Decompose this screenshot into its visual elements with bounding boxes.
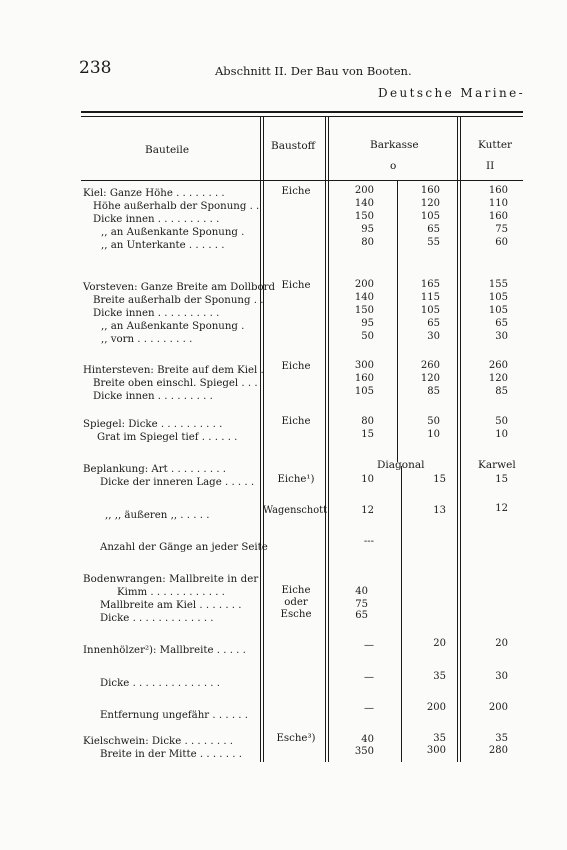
value-cell: 140: [354, 292, 374, 303]
row-label: ,, an Außenkante Sponung .: [101, 227, 245, 238]
value-cell: —: [364, 703, 374, 714]
value-cell: 95: [361, 318, 374, 329]
value-cell: 30: [427, 331, 440, 342]
value-cell: 160: [488, 211, 508, 222]
value-cell: 65: [355, 610, 368, 621]
value-cell: 150: [354, 211, 374, 222]
page-number: 238: [79, 58, 112, 78]
value-cell: 35: [433, 733, 446, 744]
row-label: Hintersteven: Breite auf dem Kiel .: [83, 365, 264, 376]
value-cell: 80: [361, 416, 374, 427]
value-cell: 105: [488, 305, 508, 316]
value-cell: 105: [354, 386, 374, 397]
planking-type-barkasse: Diagonal: [377, 459, 425, 471]
value-cell: 120: [420, 198, 440, 209]
value-cell: 60: [495, 237, 508, 248]
value-cell: —: [364, 672, 374, 683]
row-label: ,, an Außenkante Sponung .: [101, 321, 245, 332]
material-cell: oder: [284, 597, 308, 608]
value-cell: 105: [420, 211, 440, 222]
row-label: Breite oben einschl. Spiegel . . .: [93, 378, 258, 389]
value-cell: 12: [495, 503, 508, 514]
value-cell: 115: [420, 292, 440, 303]
value-cell: —: [364, 640, 374, 651]
value-cell: 10: [361, 474, 374, 485]
value-cell: 13: [433, 505, 446, 516]
column-rule: [328, 116, 329, 762]
value-cell: 140: [354, 198, 374, 209]
row-label: Dicke . . . . . . . . . . . . .: [100, 613, 214, 624]
value-cell: 65: [427, 318, 440, 329]
value-cell: 280: [488, 745, 508, 756]
material-cell: Esche: [280, 609, 312, 620]
value-cell: 120: [488, 373, 508, 384]
header-baustoff: Baustoff: [271, 140, 316, 152]
value-cell: 260: [488, 360, 508, 371]
column-rule: [260, 116, 261, 762]
section-subtitle: Deutsche Marine-: [378, 86, 526, 100]
value-cell: 350: [354, 746, 374, 757]
value-cell: 85: [427, 386, 440, 397]
value-cell: 200: [354, 279, 374, 290]
value-cell: 50: [495, 416, 508, 427]
row-label: ,, an Unterkante . . . . . .: [101, 240, 225, 251]
value-cell: 80: [361, 237, 374, 248]
row-label: Anzahl der Gänge an jeder Seite: [100, 542, 268, 553]
row-label: Dicke der inneren Lage . . . . .: [100, 477, 255, 488]
header-kutter: Kutter: [478, 139, 513, 151]
value-cell: 15: [361, 429, 374, 440]
value-cell: 105: [488, 292, 508, 303]
value-cell: 200: [426, 702, 446, 713]
value-cell: 35: [433, 671, 446, 682]
value-cell: 15: [495, 474, 508, 485]
value-cell: 300: [426, 745, 446, 756]
row-label: Bodenwrangen: Mallbreite in der: [83, 574, 259, 585]
column-rule: [460, 116, 461, 762]
material-cell: Wagenschott: [262, 505, 328, 516]
row-label: Grat im Spiegel tief . . . . . .: [97, 432, 238, 443]
value-cell: 200: [488, 702, 508, 713]
material-cell: Eiche: [281, 280, 311, 291]
row-label: Mallbreite am Kiel . . . . . . .: [100, 600, 242, 611]
material-cell: Eiche: [281, 186, 311, 197]
value-cell: 20: [433, 638, 446, 649]
row-label: Dicke . . . . . . . . . . . . . .: [100, 678, 221, 689]
value-cell: 165: [420, 279, 440, 290]
value-cell: 50: [361, 331, 374, 342]
header-barkasse-sub: o: [390, 160, 397, 172]
value-cell: 12: [361, 505, 374, 516]
material-cell: Eiche¹): [277, 474, 315, 485]
value-cell: 55: [427, 237, 440, 248]
row-label: Breite außerhalb der Sponung . .: [93, 295, 264, 306]
planking-type-kutter: Karwel: [478, 459, 516, 471]
header-kutter-sub: II: [486, 160, 495, 172]
value-cell: 40: [355, 586, 368, 597]
value-cell: 160: [488, 185, 508, 196]
column-rule-inner: [401, 466, 402, 762]
value-cell: 95: [361, 224, 374, 235]
row-label: Höhe außerhalb der Sponung . .: [93, 201, 260, 212]
column-rule: [325, 116, 326, 762]
value-cell: 10: [427, 429, 440, 440]
row-label: ,, vorn . . . . . . . . .: [101, 334, 193, 345]
row-label: Spiegel: Dicke . . . . . . . . . .: [83, 419, 223, 430]
row-label: Beplankung: Art . . . . . . . . .: [83, 464, 227, 475]
value-cell: 110: [488, 198, 508, 209]
material-cell: Eiche: [281, 416, 311, 427]
value-cell: 30: [495, 331, 508, 342]
row-label: Kiel: Ganze Höhe . . . . . . . .: [83, 188, 225, 199]
column-rule: [457, 116, 458, 762]
header-barkasse: Barkasse: [370, 139, 419, 151]
header-bauteile: Bauteile: [145, 144, 190, 156]
value-cell: 150: [354, 305, 374, 316]
row-label: Kielschwein: Dicke . . . . . . . .: [83, 736, 234, 747]
value-cell: 40: [361, 734, 374, 745]
row-label: Dicke innen . . . . . . . . . .: [93, 308, 220, 319]
running-title: Abschnitt II. Der Bau von Booten.: [215, 64, 412, 78]
value-cell: 260: [420, 360, 440, 371]
row-label: Dicke innen . . . . . . . . .: [93, 391, 213, 402]
row-label: Dicke innen . . . . . . . . . .: [93, 214, 220, 225]
table-top-rule: [81, 111, 523, 113]
row-label: Vorsteven: Ganze Breite am Dollbord: [83, 282, 276, 293]
value-cell: 75: [495, 224, 508, 235]
material-cell: Eiche: [281, 361, 311, 372]
value-cell: 160: [420, 185, 440, 196]
value-cell: 15: [433, 474, 446, 485]
row-label: ,, ,, äußeren ,, . . . . .: [105, 510, 210, 521]
value-cell: 300: [354, 360, 374, 371]
value-cell: 155: [488, 279, 508, 290]
value-cell: 120: [420, 373, 440, 384]
value-cell: 160: [354, 373, 374, 384]
value-cell: 20: [495, 638, 508, 649]
value-cell: ---: [363, 536, 374, 547]
material-cell: Eiche: [281, 585, 311, 596]
column-rule-inner: [397, 180, 398, 462]
column-rule: [263, 116, 264, 762]
material-cell: Esche³): [276, 733, 316, 744]
value-cell: 30: [495, 671, 508, 682]
value-cell: 50: [427, 416, 440, 427]
row-label: Kimm . . . . . . . . . . . .: [117, 587, 225, 598]
value-cell: 10: [495, 429, 508, 440]
row-label: Entfernung ungefähr . . . . . .: [100, 710, 249, 721]
value-cell: 35: [495, 733, 508, 744]
value-cell: 105: [420, 305, 440, 316]
value-cell: 65: [427, 224, 440, 235]
row-label: Innenhölzer²): Mallbreite . . . . .: [83, 645, 246, 656]
value-cell: 200: [354, 185, 374, 196]
row-label: Breite in der Mitte . . . . . . .: [100, 749, 242, 760]
value-cell: 85: [495, 386, 508, 397]
value-cell: 65: [495, 318, 508, 329]
value-cell: 75: [355, 599, 368, 610]
